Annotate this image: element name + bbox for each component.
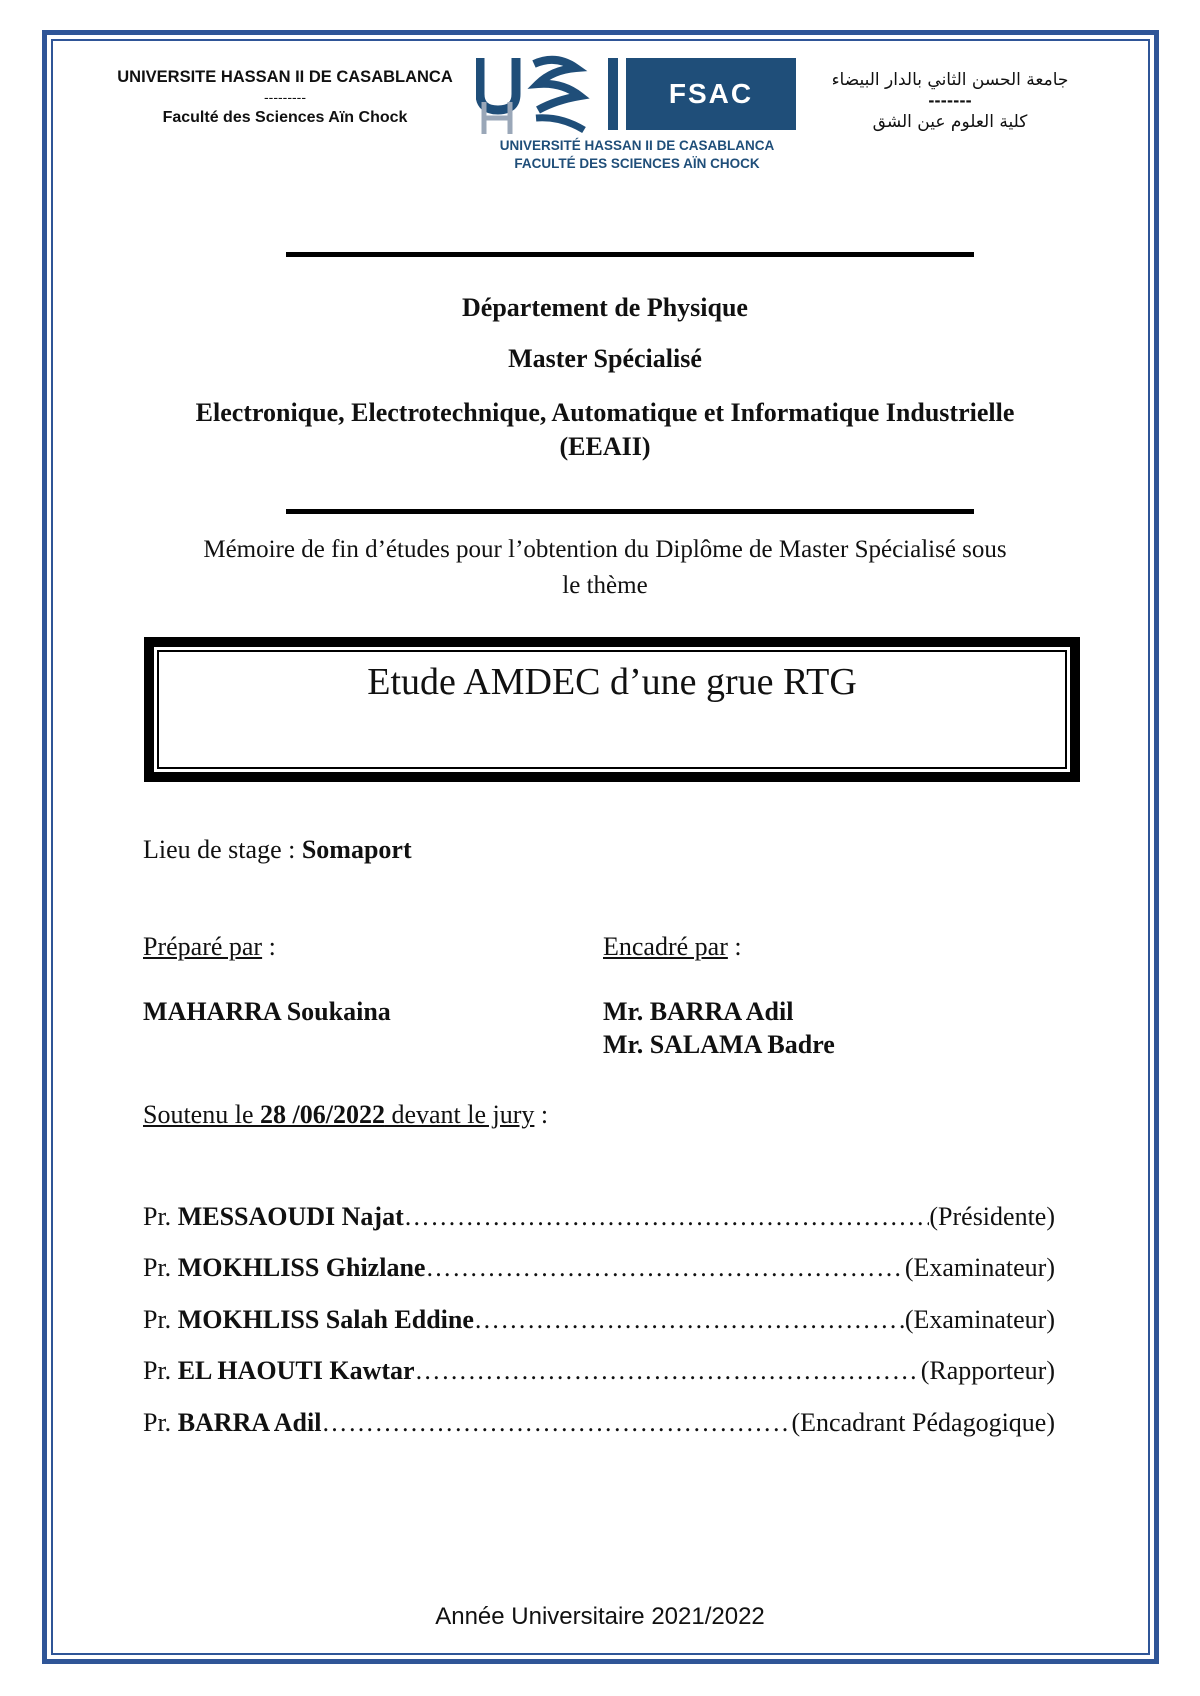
prepared-heading	[143, 932, 276, 962]
header-left	[95, 68, 475, 127]
leader-dots	[404, 1202, 930, 1232]
memoire-line2: le thème	[562, 572, 648, 599]
defense-suffix: devant le jury	[384, 1100, 535, 1129]
academic-year: Année Universitaire 2021/2022	[435, 1603, 765, 1630]
supervised-heading	[603, 932, 742, 962]
jury-title: Pr.	[143, 1305, 178, 1334]
department: Département de Physique	[462, 293, 748, 322]
jury-title: Pr.	[143, 1356, 178, 1385]
jury-name: MOKHLISS Ghizlane	[177, 1253, 426, 1282]
supervisor-name: Mr. SALAMA Badre	[603, 1030, 835, 1059]
jury-name: BARRA Adil	[177, 1408, 322, 1437]
jury-row	[143, 1305, 1055, 1335]
header-separator-ar: -------	[928, 92, 972, 110]
memoire-subtitle	[140, 532, 1070, 604]
header-right	[800, 70, 1100, 132]
middle-rule	[286, 509, 974, 514]
supervised-colon: :	[727, 932, 742, 961]
fsac-logo	[476, 54, 798, 174]
leader-dots	[415, 1356, 921, 1386]
leader-dots	[321, 1408, 791, 1438]
logo-line1: UNIVERSITÉ HASSAN II DE CASABLANCA	[499, 138, 775, 153]
header-separator-fr: ---------	[264, 89, 306, 105]
specialty	[140, 396, 1070, 464]
defense-prefix: Soutenu le	[143, 1100, 260, 1129]
memoire-line1: Mémoire de fin d’études pour l’obtention du Diplôme de Master Spécialisé sous	[203, 536, 1007, 563]
specialty-name: Electronique, Electrotechnique, Automatique et Informatique Industrielle	[195, 398, 1015, 427]
university-name-ar: جامعة الحسن الثاني بالدار البيضاء	[831, 70, 1069, 90]
leader-dots	[425, 1253, 904, 1283]
student-name: MAHARRA Soukaina	[143, 997, 391, 1026]
jury-name: EL HAOUTI Kawtar	[177, 1356, 415, 1385]
jury-row	[143, 1202, 1055, 1232]
logo-divider-bar	[608, 58, 618, 130]
jury-name: MOKHLISS Salah Eddine	[177, 1305, 474, 1334]
thesis-title: Etude AMDEC d’une grue RTG	[367, 661, 857, 703]
jury-role: (Rapporteur)	[920, 1356, 1055, 1385]
jury-role: (Encadrant Pédagogique)	[791, 1408, 1055, 1437]
internship-label: Lieu de stage :	[143, 835, 302, 864]
defense-line	[143, 1100, 548, 1130]
leader-dots	[474, 1305, 905, 1335]
specialty-acronym: (EEAII)	[559, 432, 651, 461]
faculty-name-fr: Faculté des Sciences Aïn Chock	[162, 109, 408, 126]
jury-role: (Présidente)	[929, 1202, 1055, 1231]
jury-row	[143, 1253, 1055, 1283]
jury-role: (Examinateur)	[904, 1305, 1055, 1334]
jury-name: MESSAOUDI Najat	[177, 1202, 404, 1231]
internship-company: Somaport	[301, 835, 412, 864]
top-rule	[286, 252, 974, 257]
jury-role: (Examinateur)	[904, 1253, 1055, 1282]
uh2c-logo-icon	[476, 54, 596, 136]
logo-line2: FACULTÉ DES SCIENCES AÏN CHOCK	[514, 156, 760, 171]
jury-row	[143, 1356, 1055, 1386]
supervised-label: Encadré par	[603, 932, 728, 961]
jury-title: Pr.	[143, 1202, 178, 1231]
defense-colon: :	[534, 1100, 549, 1129]
jury-title: Pr.	[143, 1408, 178, 1437]
faculty-name-ar: كلية العلوم عين الشق	[872, 112, 1028, 132]
jury-title: Pr.	[143, 1253, 178, 1282]
logo-box: FSAC	[626, 58, 796, 130]
internship-place	[143, 835, 412, 865]
defense-date: 28 /06/2022	[260, 1100, 385, 1129]
prepared-colon: :	[262, 932, 276, 961]
prepared-label: Préparé par	[143, 932, 263, 961]
supervisor-name: Mr. BARRA Adil	[603, 997, 794, 1026]
master-label: Master Spécialisé	[508, 344, 702, 373]
jury-row	[143, 1408, 1055, 1438]
university-name-fr: UNIVERSITE HASSAN II DE CASABLANCA	[117, 68, 453, 86]
